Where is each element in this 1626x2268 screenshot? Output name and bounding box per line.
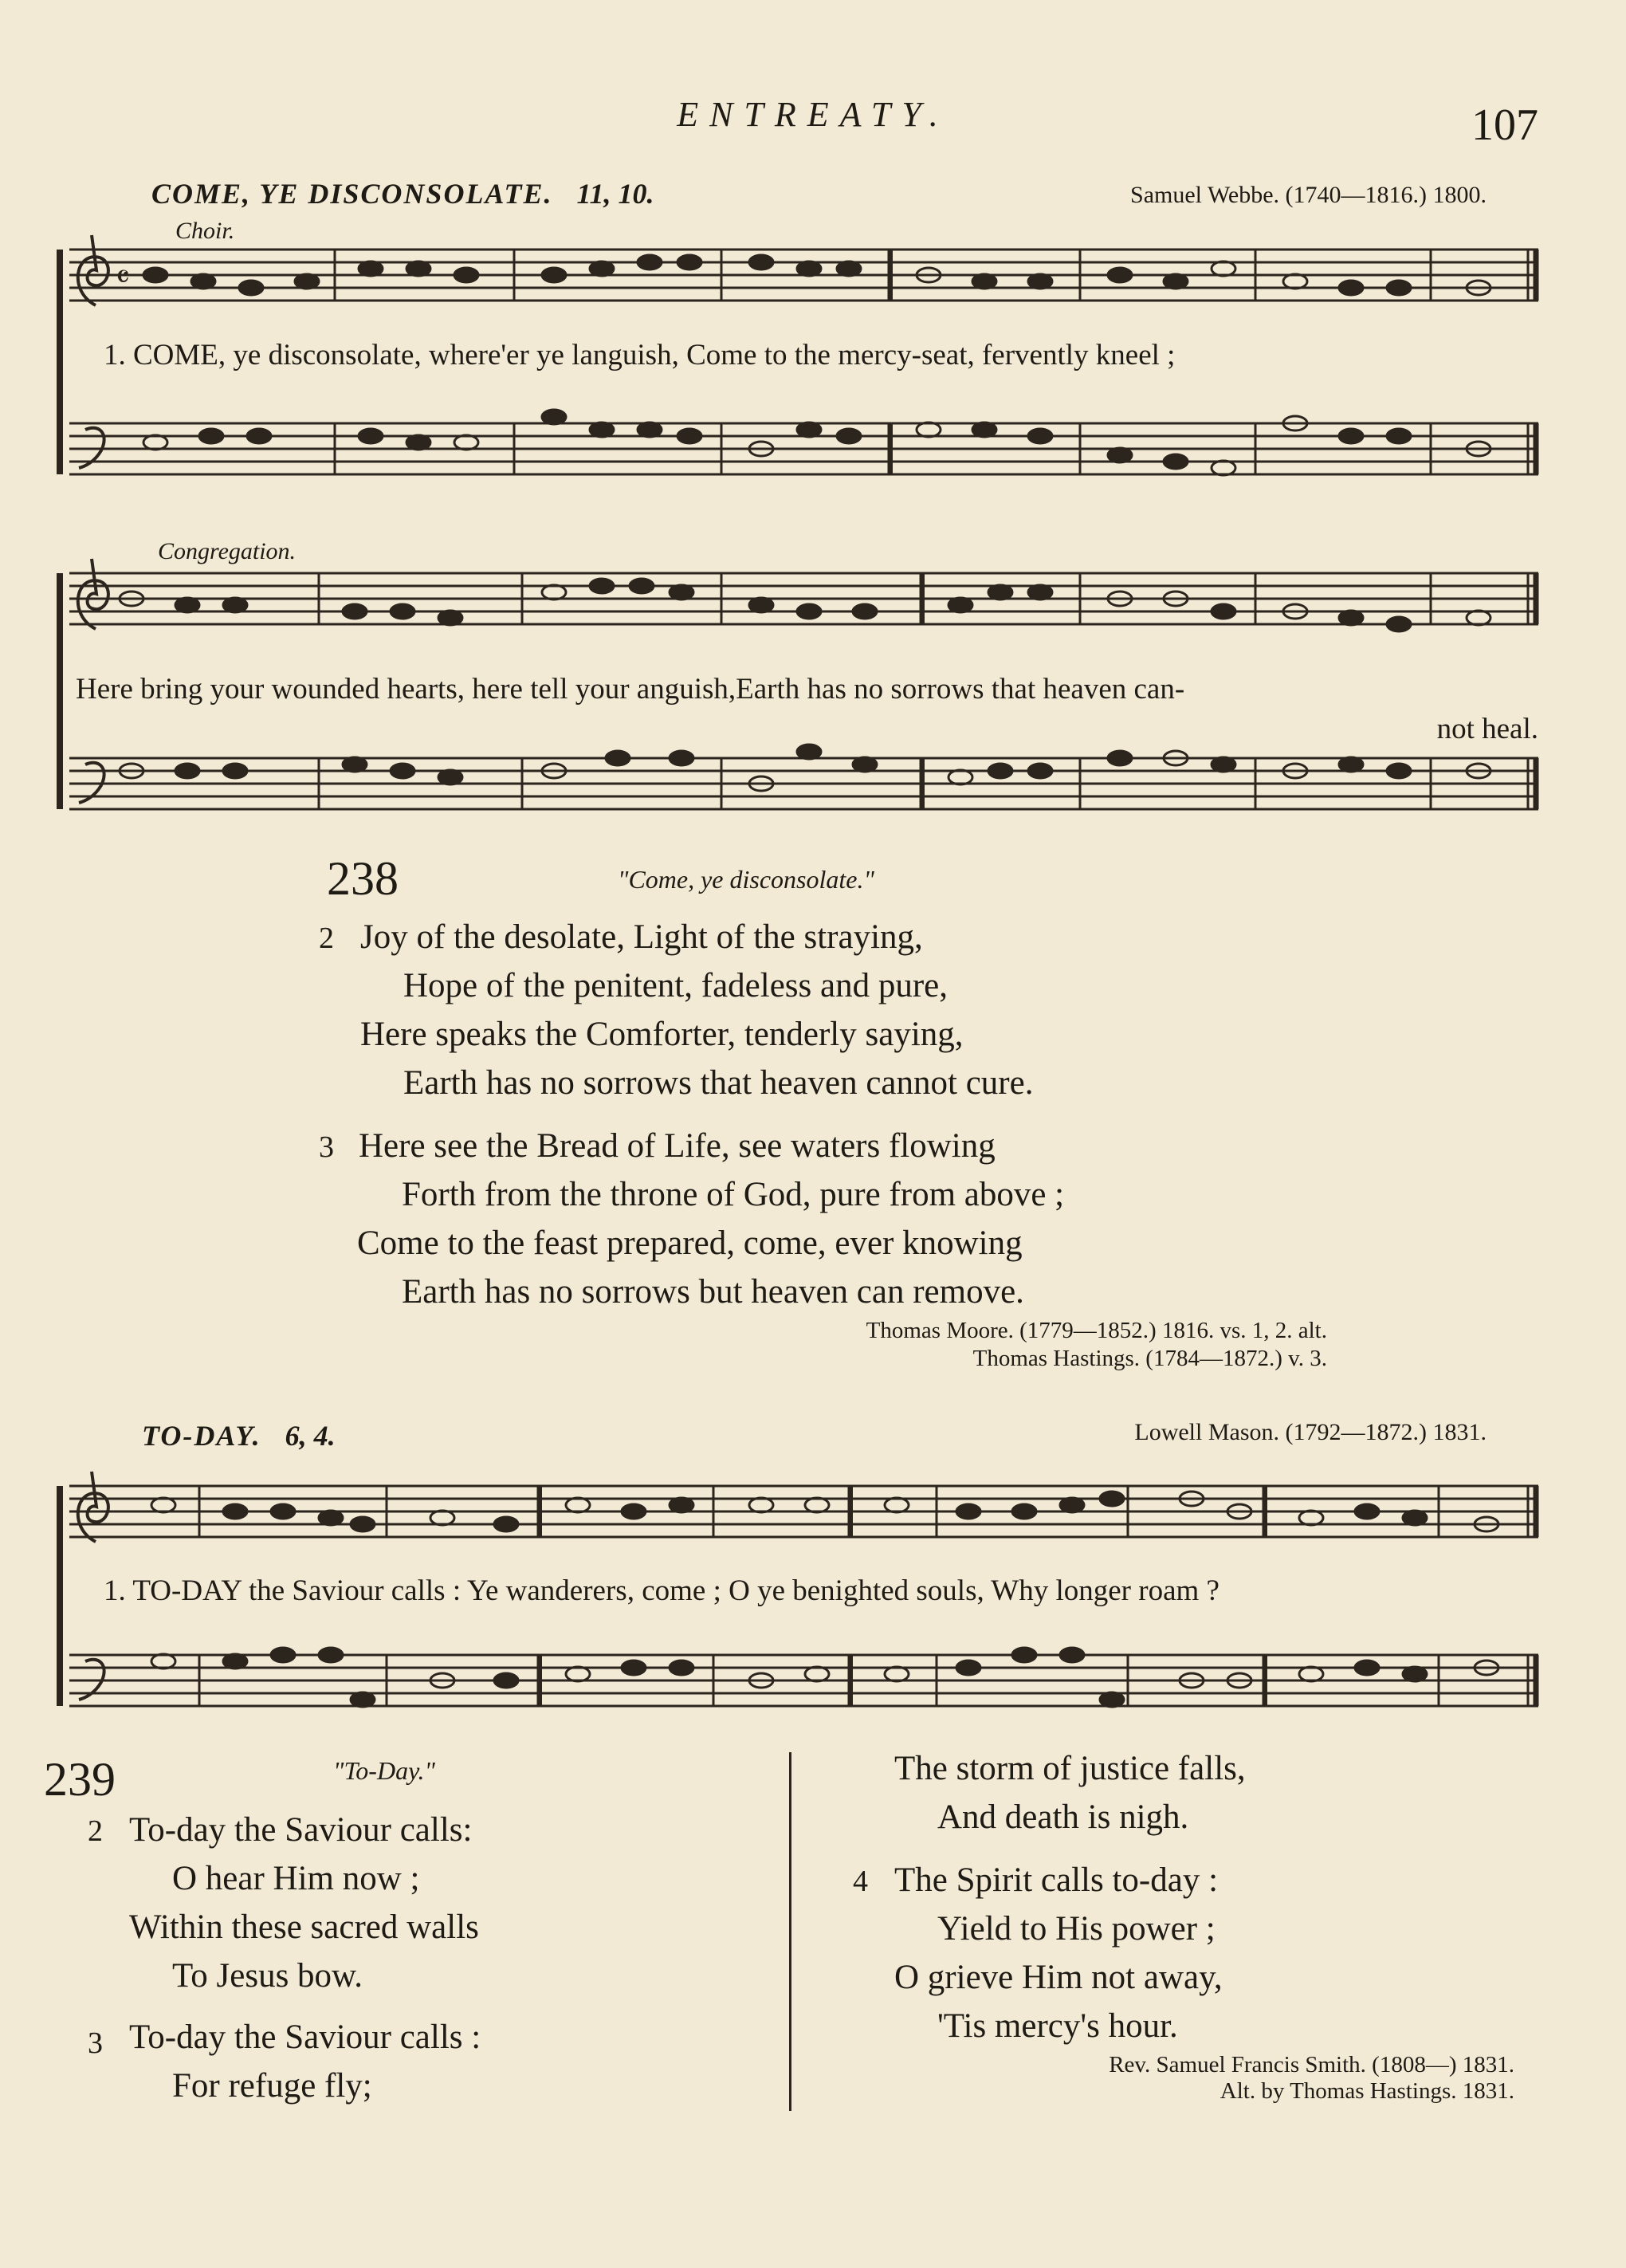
verse-line: The Spirit calls to-day : [894,1861,1219,1899]
verse-line: Earth has no sorrows that heaven cannot cure. [403,1064,1034,1102]
tune2-underlay [104,1574,1220,1608]
page-number: 107 [1471,100,1538,150]
tune2-heading [142,1419,336,1452]
verse-line: For refuge fly; [172,2067,372,2105]
tune2-meter: 6, 4. [285,1420,336,1452]
verse-line: To Jesus bow. [172,1957,363,1995]
tune2-underlay-text: TO-DAY the Saviour calls : Ye wanderers, come ; O ye benighted souls, Why longer roam ? [132,1574,1220,1607]
hymn-239-credit-2: Alt. by Thomas Hastings. 1831. [1220,2078,1514,2104]
part-label-congregation: Congregation. [158,538,297,564]
tune2-underlay-number: 1. [104,1574,126,1607]
tune2-title: TO-DAY. [142,1420,261,1452]
hymn-239-stanza-3-continued [853,1744,1246,1842]
verse-line: Come to the feast prepared, come, ever knowing [357,1224,1023,1262]
verse-line: To-day the Saviour calls: [129,1811,473,1849]
part-label-choir: Choir. [175,218,235,244]
verse-line: Yield to His power ; [937,1910,1216,1948]
hymn-239-stanza-3 [88,2013,481,2110]
tune1-underlay-1-number: 1. [104,339,126,371]
hymn-239-stanza-2 [88,1806,479,2000]
tune1-underlay-2: Here bring your wounded hearts, here tell your anguish,Earth has no sorrows that heaven can- [76,673,1185,706]
hymn-239-subtitle: "To-Day." [333,1756,435,1785]
tune1-underlay-1 [104,338,1175,372]
column-divider [789,1752,791,2111]
stanza-number: 3 [319,1130,334,1164]
verse-line: O grieve Him not away, [894,1959,1223,1996]
verse-line: Earth has no sorrows but heaven can remove. [402,1273,1024,1311]
verse-line: 'Tis mercy's hour. [937,2007,1178,2045]
verse-line: Here speaks the Comforter, tenderly saying, [360,1016,964,1053]
tune1-composer: Samuel Webbe. (1740—1816.) 1800. [1130,182,1487,208]
verse-line: O hear Him now ; [172,1860,420,1897]
svg-text:𝄴: 𝄴 [116,259,130,295]
verse-line: And death is nigh. [937,1798,1189,1836]
stanza-number: 2 [88,1814,103,1848]
tune2-composer: Lowell Mason. (1792—1872.) 1831. [1134,1419,1487,1445]
hymn-238-subtitle: "Come, ye disconsolate." [618,865,874,894]
tune1-underlay-2-cont: not heal. [1436,713,1538,745]
verse-line: The storm of justice falls, [894,1750,1246,1787]
stanza-number: 4 [853,1865,868,1898]
stanza-number: 3 [88,2026,103,2060]
hymn-239-stanza-4 [853,1856,1223,2050]
tune1-heading [151,177,654,210]
verse-line: Forth from the throne of God, pure from above ; [402,1176,1065,1213]
tune1-underlay-1-text: COME, ye disconsolate, where'er ye languish, Come to the mercy-seat, fervently kneel ; [133,339,1176,371]
hymn-238-stanza-2 [319,913,1033,1107]
hymn-number-238: 238 [327,852,399,905]
running-title: ENTREATY. [677,95,949,134]
verse-line: Here see the Bread of Life, see waters flowing [359,1127,996,1165]
verse-line: Joy of the desolate, Light of the straying, [360,918,923,956]
hymn-238-credit-1: Thomas Moore. (1779—1852.) 1816. vs. 1, 2. alt. [866,1318,1327,1343]
verse-line: To-day the Saviour calls : [129,2018,481,2056]
hymn-238-stanza-3 [319,1122,1064,1316]
hymn-number-239: 239 [44,1753,116,1806]
tune1-meter: 11, 10. [576,178,654,210]
verse-line: Hope of the penitent, fadeless and pure, [403,967,948,1004]
hymn-239-credit-1: Rev. Samuel Francis Smith. (1808—) 1831. [1109,2052,1514,2077]
tune1-title: COME, YE DISCONSOLATE. [151,178,553,210]
hymn-238-credit-2: Thomas Hastings. (1784—1872.) v. 3. [972,1346,1327,1371]
stanza-number: 2 [319,922,334,955]
verse-line: Within these sacred walls [129,1908,479,1946]
